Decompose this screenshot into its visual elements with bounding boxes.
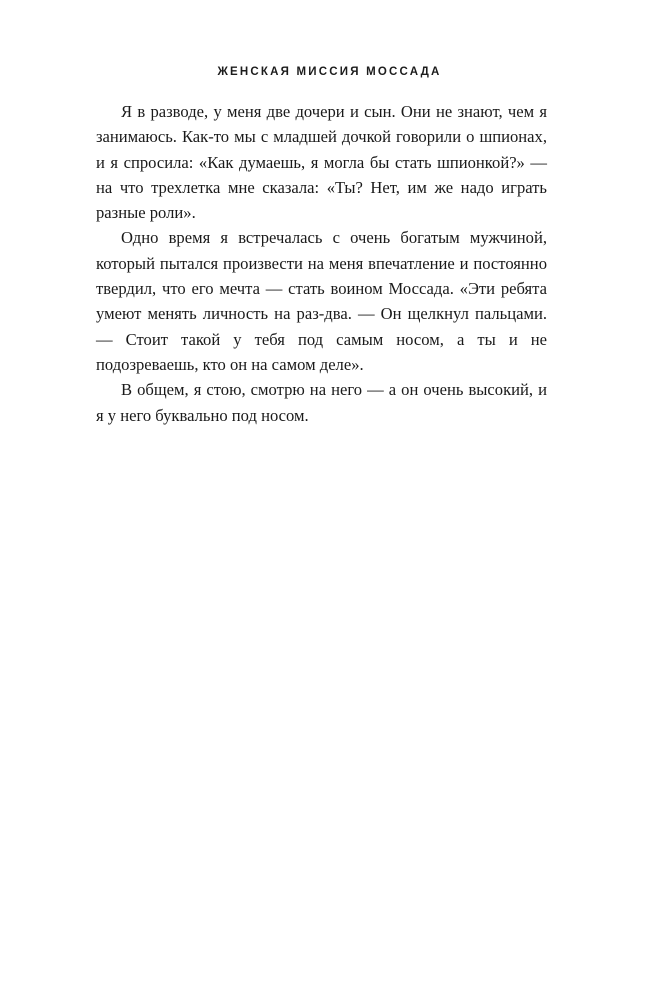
paragraph: В общем, я стою, смотрю на него — а он очень высокий, и я у него буквально под носом.	[96, 380, 547, 425]
paragraph: Одно время я встречалась с очень богатым мужчиной, который пытался произвести на меня впечатление и постоянно твердил, что его мечта — стать воином Моссада. «Эти ребята умеют менять личность на раз-два. — Он щелкнул пальцами. — Стоит такой у тебя под самым носом, а ты и не подозреваешь, кто он на самом деле».	[96, 228, 547, 374]
paragraph: Я в разводе, у меня две дочери и сын. Они не знают, чем я занимаюсь. Как-то мы с младшей дочкой говорили о шпионах, и я спросила: «Как думаешь, я могла бы стать шпионкой?» — на что трехлетка мне сказала: «Ты? Нет, им же надо играть разные роли».	[96, 102, 547, 223]
running-header: ЖЕНСКАЯ МИССИЯ МОССАДА	[217, 66, 442, 78]
body-text	[96, 99, 547, 428]
